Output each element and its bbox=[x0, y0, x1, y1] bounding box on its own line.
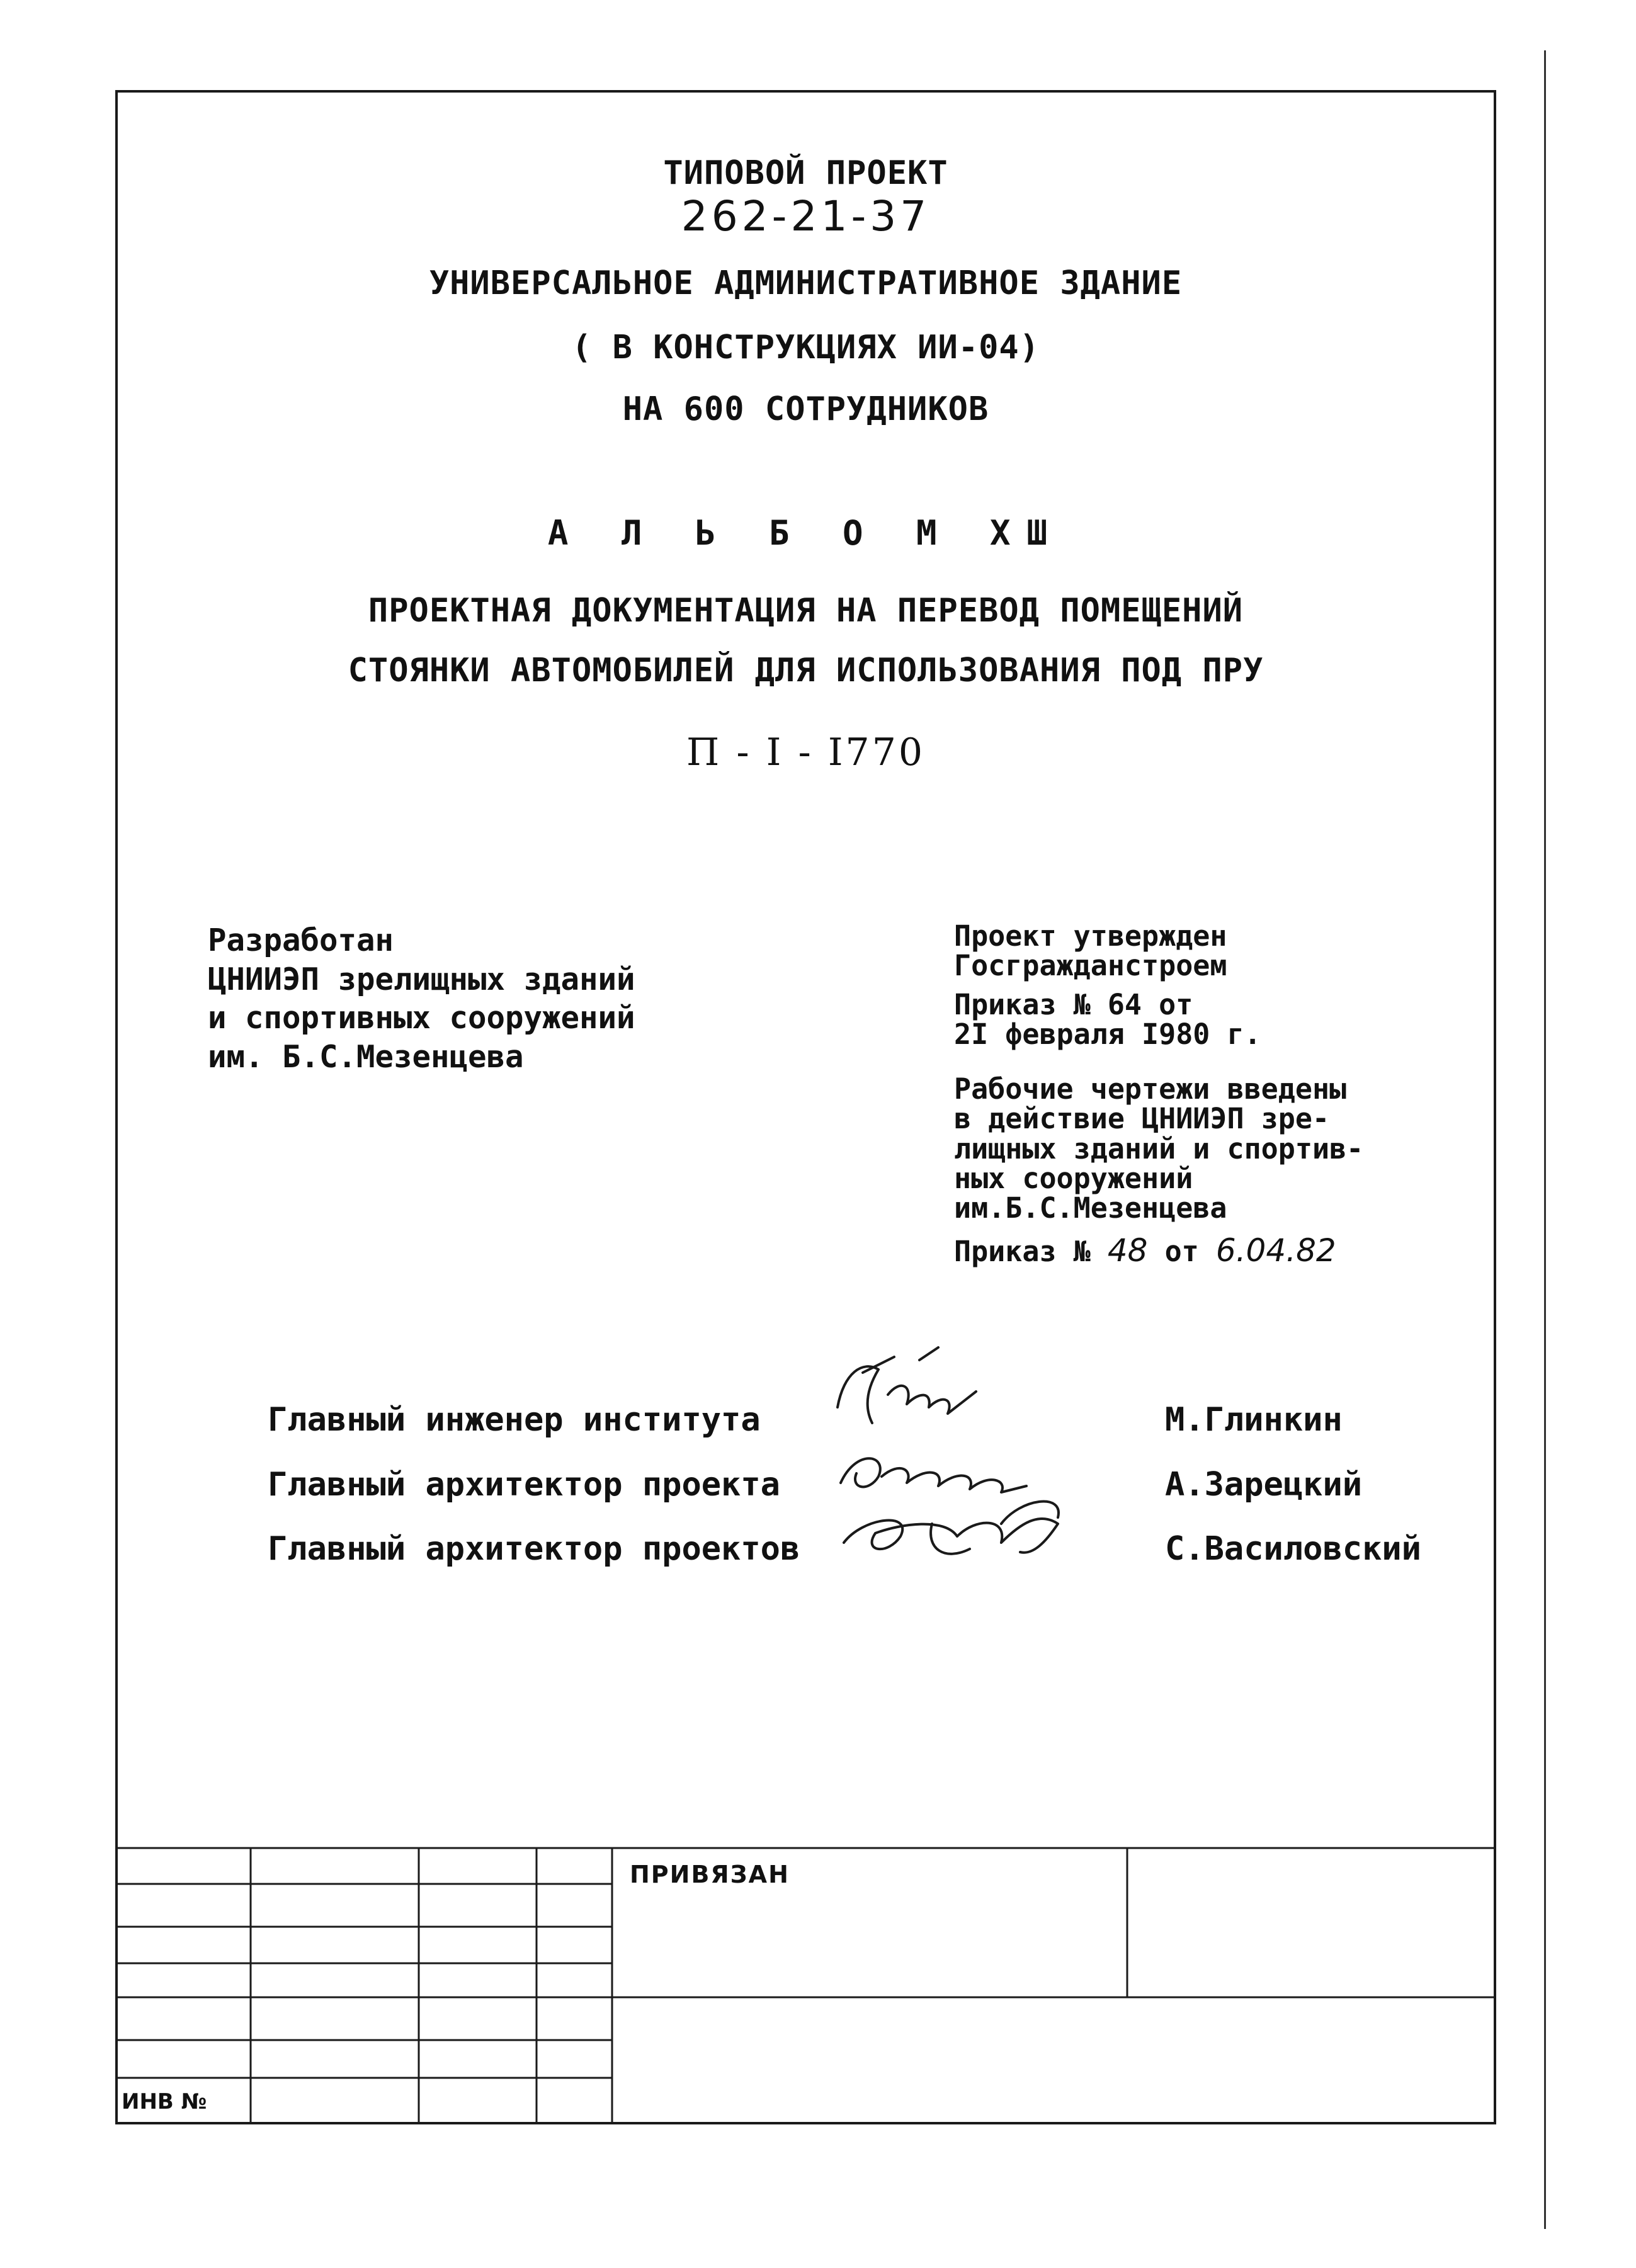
approval-order-line1: Приказ № 64 от bbox=[954, 987, 1193, 1021]
approval-line1: Проект утвержден bbox=[954, 919, 1227, 953]
developer-line: и спортивных сооружений bbox=[208, 1000, 635, 1036]
signatory-name: М.Глинкин bbox=[1165, 1401, 1343, 1439]
signatory-name: С.Василовский bbox=[1165, 1530, 1421, 1568]
project-number: 262-21-37 bbox=[681, 192, 931, 241]
order2-prefix: Приказ № bbox=[954, 1235, 1091, 1269]
construction-type: ( В КОНСТРУКЦИЯХ ИИ-04) bbox=[571, 329, 1040, 366]
effective-line: лищных зданий и спортив- bbox=[954, 1131, 1364, 1165]
effective-line: в действие ЦНИИЭП зре- bbox=[954, 1102, 1330, 1136]
album-title: А Л Ь Б О М ХШ bbox=[547, 513, 1064, 553]
signatory-name: А.Зарецкий bbox=[1165, 1466, 1363, 1504]
inventory-label: ИНВ № bbox=[122, 2089, 207, 2114]
approval-line2: Госгражданстроем bbox=[954, 949, 1227, 983]
developer-label: Разработан bbox=[208, 922, 394, 958]
capacity: НА 600 СОТРУДНИКОВ bbox=[622, 390, 989, 428]
order2-mid: от bbox=[1164, 1235, 1199, 1269]
effective-line: им.Б.С.Мезенцева bbox=[954, 1191, 1227, 1225]
project-type: ТИПОВОЙ ПРОЕКТ bbox=[663, 154, 948, 192]
signatory-position: Главный инженер института bbox=[268, 1401, 761, 1439]
album-subject-line2: СТОЯНКИ АВТОМОБИЛЕЙ ДЛЯ ИСПОЛЬЗОВАНИЯ ПОД ПРУ bbox=[348, 652, 1264, 689]
order2-date: 6.04.82 bbox=[1215, 1232, 1336, 1269]
signatory-position: Главный архитектор проекта bbox=[268, 1466, 780, 1504]
developer-line: ЦНИИЭП зрелищных зданий bbox=[208, 961, 635, 997]
bound-label: ПРИВЯЗАН bbox=[630, 1861, 790, 1888]
album-subject-line1: ПРОЕКТНАЯ ДОКУМЕНТАЦИЯ НА ПЕРЕВОД ПОМЕЩЕНИЙ bbox=[368, 592, 1244, 630]
developer-line: им. Б.С.Мезенцева bbox=[208, 1039, 524, 1075]
signatory-position: Главный архитектор проектов bbox=[268, 1530, 800, 1568]
effective-line: ных сооружений bbox=[954, 1161, 1193, 1195]
approval-order-line2: 2I февраля I980 г. bbox=[954, 1017, 1261, 1051]
building-title: УНИВЕРСАЛЬНОЕ АДМИНИСТРАТИВНОЕ ЗДАНИЕ bbox=[429, 264, 1183, 302]
effective-line: Рабочие чертежи введены bbox=[954, 1072, 1347, 1106]
album-code: П - I - I770 bbox=[686, 730, 926, 774]
order2-number: 48 bbox=[1107, 1232, 1148, 1269]
